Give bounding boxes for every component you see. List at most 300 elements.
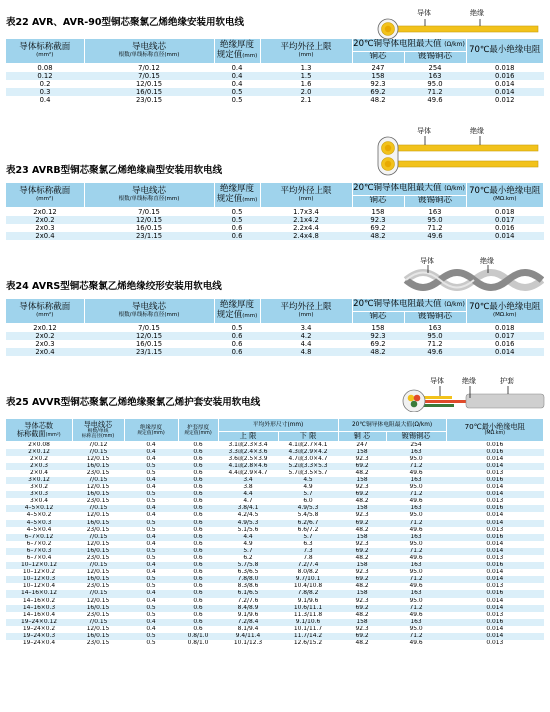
table-cell: 0.6	[178, 520, 218, 527]
table-cell: 69.2	[338, 520, 386, 527]
table-cell: 71.2	[386, 491, 446, 498]
table-cell: 0.012	[466, 96, 544, 104]
table-cell: 6.6/7.2	[278, 527, 338, 534]
table-cell: 0.016	[446, 590, 543, 597]
table-cell: 0.5	[124, 640, 178, 647]
table-cell: 0.6	[178, 477, 218, 484]
table-row	[6, 569, 544, 576]
table-cell: 0.014	[446, 491, 543, 498]
table-cell: 3.8/4.1	[218, 505, 278, 512]
header-copper: 铜芯	[352, 311, 404, 323]
table-cell: 49.6	[386, 612, 446, 619]
table-cell: 7/0.15	[72, 449, 124, 456]
table-row	[6, 470, 544, 477]
table-cell: 49.6	[386, 527, 446, 534]
table-cell: 163	[386, 590, 446, 597]
table-row	[6, 562, 544, 569]
table-cell: 6.2	[218, 555, 278, 562]
table-cell: 12/0.15	[72, 598, 124, 605]
table-cell: 16/0.15	[84, 340, 214, 348]
table-cell: 0.5	[124, 520, 178, 527]
table-row	[6, 96, 544, 104]
table-cell: 7/0.15	[72, 590, 124, 597]
header-upper-limit: 上 限	[218, 431, 278, 441]
table-cell: 11.7/14.2	[278, 633, 338, 640]
table-row	[6, 619, 544, 626]
table-cell: 2×0.08	[6, 441, 72, 449]
table-cell: 71.2	[386, 576, 446, 583]
table-cell: 0.5	[124, 605, 178, 612]
table-row	[6, 332, 544, 340]
header-insulation-resistance: 70℃最小绝缘电阻	[466, 39, 544, 63]
table-cell: 14–16×0.2	[6, 598, 72, 605]
table-cell: 2×0.2	[6, 456, 72, 463]
table-cell: 0.6	[178, 456, 218, 463]
table-cell: 7.2/8.4	[218, 619, 278, 626]
table-cell: 0.016	[466, 224, 544, 232]
table-cell: 158	[338, 477, 386, 484]
table-cell: 69.2	[352, 224, 404, 232]
table-cell: 16/0.15	[72, 576, 124, 583]
table-cell: 0.014	[466, 232, 544, 240]
table-cell: 14–16×0.3	[6, 605, 72, 612]
header-sheath-thickness: 护套厚度 规定值(mm)	[178, 419, 218, 441]
table-cell: 158	[338, 449, 386, 456]
header-copper: 铜芯	[352, 195, 404, 207]
header-insulation-resistance: 70℃最小绝缘电阻 (MΩ.km)	[466, 183, 544, 207]
table-cell: 158	[352, 323, 404, 332]
table-cell: 23/0.15	[72, 470, 124, 477]
table-cell: 16/0.15	[84, 224, 214, 232]
table-cell: 247	[338, 441, 386, 449]
table-cell: 0.4	[214, 72, 260, 80]
table-cell: 7/0.12	[84, 63, 214, 72]
table-cell: 0.017	[466, 332, 544, 340]
table-cell: 0.016	[446, 562, 543, 569]
table-cell: 10–12×0.3	[6, 576, 72, 583]
header-tinned-copper: 镀锡铜芯	[404, 51, 466, 63]
table-cell: 8.3/8.6	[218, 583, 278, 590]
table-cell: 16/0.15	[72, 633, 124, 640]
table-cell: 2×0.4	[6, 470, 72, 477]
table-cell: 10–12×0.2	[6, 569, 72, 576]
table-cell: 71.2	[386, 463, 446, 470]
table-cell: 48.2	[338, 527, 386, 534]
table-cell: 7/0.15	[84, 72, 214, 80]
table-cell: 10.6/11.1	[278, 605, 338, 612]
table-cell: 92.3	[338, 484, 386, 491]
table-cell: 1.7x3.4	[260, 207, 352, 216]
table-cell: 49.6	[386, 640, 446, 647]
table-cell: 0.013	[446, 583, 543, 590]
header-insulation-thickness: 绝缘厚度 规定值(mm)	[214, 299, 260, 323]
table-cell: 0.014	[446, 456, 543, 463]
table-cell: 7/0.12	[72, 441, 124, 449]
table-cell: 0.6	[178, 449, 218, 456]
table-cell: 48.2	[338, 612, 386, 619]
table-cell: 7/0.15	[72, 505, 124, 512]
table-cell: 0.014	[446, 605, 543, 612]
table-cell: 19–24×0.4	[6, 640, 72, 647]
table-cell: 2.1x4.2	[260, 216, 352, 224]
table-cell: 247	[352, 63, 404, 72]
table-cell: 4–5×0.12	[6, 505, 72, 512]
table-cell: 2x0.4	[6, 348, 84, 356]
table-cell: 71.2	[404, 224, 466, 232]
table-cell: 12/0.15	[84, 216, 214, 224]
table-cell: 0.8/1.0	[178, 633, 218, 640]
header-resistance: 20℃铜导体电阻最大值(Ω/km)	[338, 419, 446, 431]
header-tinned-copper: 镀锡铜芯	[386, 431, 446, 441]
table-cell: 3×0.2	[6, 484, 72, 491]
spec-table-23	[6, 183, 544, 240]
table-cell: 69.2	[338, 633, 386, 640]
table-cell: 95.0	[386, 569, 446, 576]
table-body	[6, 63, 544, 104]
table-row	[6, 576, 544, 583]
table-cell: 0.013	[446, 612, 543, 619]
header-outer-dimensions: 平均外形尺寸(mm)	[218, 419, 338, 431]
table-cell: 10.1/11.7	[278, 626, 338, 633]
table-cell: 3×0.4	[6, 498, 72, 505]
table-cell: 3.4	[218, 477, 278, 484]
table-cell: 6–7×0.4	[6, 555, 72, 562]
table-cell: 3.8	[218, 484, 278, 491]
table-cell: 92.3	[338, 541, 386, 548]
table-cell: 8.1/9.4	[218, 626, 278, 633]
table-row	[6, 323, 544, 332]
table-cell: 0.6	[178, 626, 218, 633]
header-insulation-resistance: 70℃最小绝缘电阻 (MΩ.km)	[466, 299, 544, 323]
table-cell: 14–16×0.12	[6, 590, 72, 597]
table-cell: 1.5	[260, 72, 352, 80]
table-row	[6, 441, 544, 449]
table-cell: 0.6	[178, 463, 218, 470]
table-cell: 0.4	[124, 590, 178, 597]
table-row	[6, 598, 544, 605]
table-cell: 9.1/10.6	[278, 619, 338, 626]
table-cell: 48.2	[338, 498, 386, 505]
table-cell: 92.3	[338, 626, 386, 633]
table-cell: 92.3	[352, 80, 404, 88]
table-cell: 0.014	[446, 576, 543, 583]
table-cell: 71.2	[386, 605, 446, 612]
table-cell: 1.3	[260, 63, 352, 72]
table-cell: 23/0.15	[72, 640, 124, 647]
table-cell: 92.3	[352, 332, 404, 340]
table-cell: 7/0.15	[72, 562, 124, 569]
table-cell: 0.018	[466, 323, 544, 332]
table-cell: 16/0.15	[72, 548, 124, 555]
table-cell: 4–5×0.3	[6, 520, 72, 527]
table-cell: 95.0	[404, 216, 466, 224]
header-copper: 铜 芯	[338, 431, 386, 441]
table-cell: 4.2	[260, 332, 352, 340]
table-cell: 2x0.12	[6, 323, 84, 332]
table-row	[6, 534, 544, 541]
table-body	[6, 441, 544, 647]
table-cell: 7.2/7.6	[218, 598, 278, 605]
table-cell: 19–24×0.12	[6, 619, 72, 626]
table-cell: 5.7	[218, 548, 278, 555]
table-cell: 158	[338, 590, 386, 597]
table-row	[6, 477, 544, 484]
table-cell: 4.4	[218, 491, 278, 498]
table-cell: 158	[338, 505, 386, 512]
table-row	[6, 80, 544, 88]
table-cell: 0.12	[6, 72, 84, 80]
table-cell: 0.014	[466, 348, 544, 356]
table-row	[6, 340, 544, 348]
table-cell: 0.5	[124, 491, 178, 498]
table-cell: 12/0.15	[84, 80, 214, 88]
table-cell: 0.5	[124, 555, 178, 562]
table-cell: 12.6/15.2	[278, 640, 338, 647]
table-cell: 12/0.15	[72, 456, 124, 463]
header-outer-diameter: 平均外径上限 (mm)	[260, 39, 352, 63]
header-cross-section: 导体标称截面 (mm²)	[6, 299, 84, 323]
table-cell: 14–16×0.4	[6, 612, 72, 619]
table-cell: 0.016	[446, 619, 543, 626]
table-cell: 71.2	[386, 633, 446, 640]
table-cell: 7/0.15	[84, 207, 214, 216]
table-cell: 3.4	[260, 323, 352, 332]
spec-table-24	[6, 299, 544, 356]
table-row	[6, 449, 544, 456]
insulation-label: 绝缘	[470, 127, 484, 135]
table-cell: 0.6	[214, 232, 260, 240]
header-lower-limit: 下 限	[278, 431, 338, 441]
insulation-label: 绝缘	[470, 9, 484, 17]
table-cell: 95.0	[386, 512, 446, 519]
table-cell: 7.8	[278, 555, 338, 562]
header-conductor: 导电线芯 根数/单线标称直径(mm)	[84, 183, 214, 207]
table-cell: 5.7	[278, 491, 338, 498]
header-copper: 铜芯	[352, 51, 404, 63]
table-cell: 0.4	[124, 449, 178, 456]
flat-pair-wire-icon	[370, 126, 545, 176]
table-cell: 6.3	[278, 541, 338, 548]
table-cell: 48.2	[338, 640, 386, 647]
table-cell: 163	[386, 562, 446, 569]
table-row	[6, 207, 544, 216]
header-conductor: 导电线芯 根数/单线标称直径(mm)	[84, 299, 214, 323]
header-cross-section: 导体标称截面 (mm²)	[6, 39, 84, 63]
table-body	[6, 323, 544, 356]
table-cell: 95.0	[386, 541, 446, 548]
table-cell: 0.6	[178, 555, 218, 562]
table-row	[6, 590, 544, 597]
table-row	[6, 63, 544, 72]
table-cell: 6–7×0.3	[6, 548, 72, 555]
table-cell: 7/0.15	[72, 534, 124, 541]
section-table-25	[6, 396, 544, 647]
table-cell: 0.014	[446, 541, 543, 548]
table-cell: 0.014	[446, 484, 543, 491]
table-cell: 0.014	[446, 598, 543, 605]
table-cell: 3.6或2.5×3.9	[218, 456, 278, 463]
table-cell: 95.0	[404, 332, 466, 340]
table-cell: 0.014	[446, 548, 543, 555]
table-cell: 0.6	[178, 484, 218, 491]
table-cell: 16/0.15	[72, 491, 124, 498]
table-cell: 3×0.3	[6, 491, 72, 498]
table-cell: 0.4	[214, 80, 260, 88]
table-row	[6, 232, 544, 240]
table-cell: 23/0.15	[72, 583, 124, 590]
table-cell: 48.2	[352, 232, 404, 240]
table-cell: 48.2	[338, 470, 386, 477]
table-cell: 23/1.15	[84, 348, 214, 356]
table-row	[6, 498, 544, 505]
table-row	[6, 348, 544, 356]
table-cell: 3.1或2.3×3.4	[218, 441, 278, 449]
table-cell: 163	[386, 619, 446, 626]
table-cell: 4.7或3.0×4.7	[278, 456, 338, 463]
table-cell: 49.6	[404, 232, 466, 240]
table-row	[6, 512, 544, 519]
table-cell: 0.6	[178, 583, 218, 590]
table-cell: 163	[386, 449, 446, 456]
table-cell: 2x0.2	[6, 332, 84, 340]
table-cell: 19–24×0.2	[6, 626, 72, 633]
table-cell: 5.1/5.6	[218, 527, 278, 534]
table-cell: 0.014	[446, 463, 543, 470]
table-cell: 23/1.15	[84, 232, 214, 240]
table-cell: 0.5	[124, 633, 178, 640]
table-cell: 0.016	[446, 449, 543, 456]
table-cell: 4.1或2.7×4.1	[278, 441, 338, 449]
table-cell: 158	[352, 72, 404, 80]
table-cell: 0.4	[124, 484, 178, 491]
table-cell: 48.2	[338, 555, 386, 562]
sheathed-cable-illustration	[400, 376, 546, 412]
table-cell: 12/0.15	[72, 541, 124, 548]
table-cell: 6.2/6.7	[278, 520, 338, 527]
table-cell: 4.7	[218, 498, 278, 505]
table-cell: 71.2	[386, 548, 446, 555]
table-cell: 4.3或2.9×4.2	[278, 449, 338, 456]
insulation-label: 绝缘	[480, 257, 494, 265]
table-cell: 0.5	[214, 96, 260, 104]
table-cell: 0.08	[6, 63, 84, 72]
table-cell: 163	[404, 323, 466, 332]
table-cell: 163	[386, 505, 446, 512]
table-cell: 2.4x4.8	[260, 232, 352, 240]
table-cell: 0.2	[6, 80, 84, 88]
table-cell: 4–5×0.2	[6, 512, 72, 519]
table-row	[6, 491, 544, 498]
table-row	[6, 88, 544, 96]
table-cell: 0.4	[124, 569, 178, 576]
table-cell: 0.4	[124, 598, 178, 605]
table-cell: 5.4/5.8	[278, 512, 338, 519]
table-cell: 0.017	[466, 216, 544, 224]
table-cell: 5.2或3.3×5.3	[278, 463, 338, 470]
table-cell: 5.7或3.5×5.7	[278, 470, 338, 477]
table-cell: 23/0.15	[72, 527, 124, 534]
table-row	[6, 505, 544, 512]
table-cell: 19–24×0.3	[6, 633, 72, 640]
table-row	[6, 463, 544, 470]
table-cell: 0.6	[214, 332, 260, 340]
table-cell: 69.2	[352, 88, 404, 96]
table-cell: 158	[338, 562, 386, 569]
table-cell: 48.2	[352, 348, 404, 356]
table-cell: 4.1或2.8×4.6	[218, 463, 278, 470]
table-cell: 16/0.15	[72, 520, 124, 527]
table-cell: 0.6	[178, 534, 218, 541]
table-cell: 10–12×0.4	[6, 583, 72, 590]
header-tinned-copper: 镀锡铜芯	[404, 311, 466, 323]
table-cell: 0.6	[178, 598, 218, 605]
table-cell: 0.4	[124, 505, 178, 512]
table-cell: 9.4/11.4	[218, 633, 278, 640]
table-cell: 71.2	[386, 520, 446, 527]
table-cell: 9.1/9.6	[218, 612, 278, 619]
table-row	[6, 633, 544, 640]
table-row	[6, 612, 544, 619]
table-cell: 7.3	[278, 548, 338, 555]
table-cell: 0.8/1.0	[178, 640, 218, 647]
table-cell: 0.6	[178, 505, 218, 512]
table-cell: 0.3	[6, 88, 84, 96]
table-cell: 0.4	[6, 96, 84, 104]
table-cell: 0.6	[178, 541, 218, 548]
table-cell: 49.6	[386, 583, 446, 590]
twisted-wire-illustration	[398, 256, 544, 296]
table-cell: 12/0.15	[72, 484, 124, 491]
table-cell: 12/0.15	[72, 569, 124, 576]
table-cell: 6.3/6.5	[218, 569, 278, 576]
table-cell: 49.6	[386, 498, 446, 505]
table-cell: 69.2	[338, 491, 386, 498]
header-resistance: 20℃铜导体电阻最大值 (Ω/km)	[353, 299, 465, 310]
table-cell: 0.014	[446, 633, 543, 640]
table-cell: 0.4	[124, 541, 178, 548]
table-cell: 9.7/10.1	[278, 576, 338, 583]
header-cross-section: 导体标称截面 (mm²)	[6, 183, 84, 207]
table-body	[6, 207, 544, 240]
table-cell: 163	[386, 534, 446, 541]
table-cell: 0.4	[124, 456, 178, 463]
header-insulation-thickness: 绝缘厚度 规定值(mm)	[124, 419, 178, 441]
table-cell: 0.6	[178, 512, 218, 519]
table-cell: 4.2/4.5	[218, 512, 278, 519]
table-title: 表22 AVR、AVR-90型铜芯聚氯乙烯绝缘安装用软电线	[6, 17, 244, 28]
table-cell: 92.3	[338, 569, 386, 576]
table-cell: 12/0.15	[72, 512, 124, 519]
table-cell: 92.3	[338, 598, 386, 605]
table-cell: 254	[386, 441, 446, 449]
table-cell: 95.0	[386, 456, 446, 463]
table-row	[6, 541, 544, 548]
table-cell: 95.0	[386, 484, 446, 491]
table-cell: 95.0	[386, 598, 446, 605]
table-cell: 48.2	[352, 96, 404, 104]
table-cell: 0.6	[178, 576, 218, 583]
table-cell: 158	[338, 619, 386, 626]
header-outer-diameter: 平均外径上限 (mm)	[260, 183, 352, 207]
table-cell: 0.6	[178, 562, 218, 569]
table-cell: 0.6	[214, 224, 260, 232]
table-cell: 2.2x4.4	[260, 224, 352, 232]
table-cell: 0.016	[446, 441, 543, 449]
table-cell: 0.6	[178, 619, 218, 626]
table-cell: 12/0.15	[84, 332, 214, 340]
table-cell: 7/0.15	[84, 323, 214, 332]
table-cell: 95.0	[386, 626, 446, 633]
